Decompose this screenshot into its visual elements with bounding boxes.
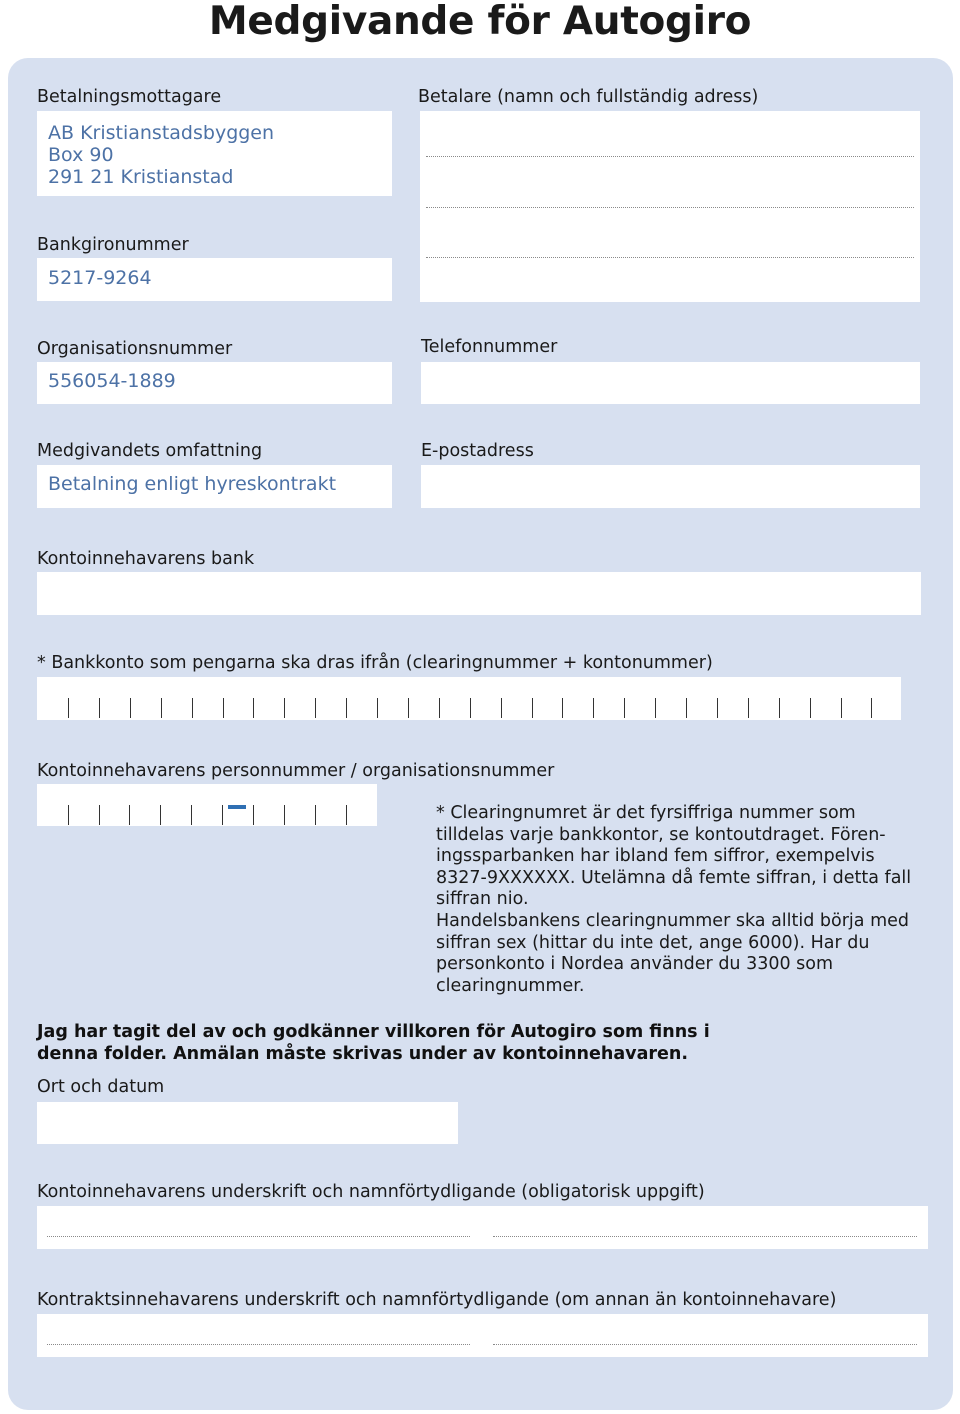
account-digit-divider	[532, 698, 533, 718]
account-digit-divider	[501, 698, 502, 718]
personal-number-label: Kontoinnehavarens personnummer / organisationsnummer	[37, 761, 555, 781]
org-number-box	[37, 362, 392, 404]
account-label: * Bankkonto som pengarna ska dras ifrån (clearingnummer + kontonummer)	[37, 653, 713, 673]
payee-line-2: Box 90	[48, 144, 114, 166]
personal-number-digit-divider	[222, 805, 223, 825]
phone-field[interactable]	[421, 362, 920, 404]
bankgiro-box	[37, 258, 392, 301]
contract-signature-field[interactable]	[37, 1314, 928, 1357]
phone-label: Telefonnummer	[421, 337, 558, 357]
email-field[interactable]	[421, 465, 920, 508]
account-digit-divider	[717, 698, 718, 718]
holder-signature-field[interactable]	[37, 1206, 928, 1249]
personal-number-digit-divider	[68, 805, 69, 825]
contract-signature-label: Kontraktsinnehavarens underskrift och namnförtydligande (om annan än kontoinnehavare)	[37, 1290, 837, 1310]
account-digit-divider	[686, 698, 687, 718]
clearing-note-p1: * Clearingnumret är det fyrsiffriga nummer som tilldelas varje bankkontor, se kontoutdraget. Fören-ingssparbanken har ibland fem siffror, exempelvis 8327-9XXXXXX. Utelämna då femte siffran, i detta fall siffran nio.	[436, 803, 912, 910]
holder-signature-line	[47, 1236, 470, 1237]
account-digit-divider	[377, 698, 378, 718]
account-digit-divider	[439, 698, 440, 718]
account-number-field[interactable]	[37, 677, 901, 720]
account-digit-divider	[841, 698, 842, 718]
payee-line-3: 291 21 Kristianstad	[48, 166, 234, 188]
payee-line-1: AB Kristianstadsbyggen	[48, 122, 275, 144]
org-number-value: 556054-1889	[48, 370, 176, 392]
personal-number-digit-divider	[160, 805, 161, 825]
account-digit-divider	[130, 698, 131, 718]
payer-address-field[interactable]	[420, 111, 920, 302]
org-number-label: Organisationsnummer	[37, 339, 233, 359]
form-title: Medgivande för Autogiro	[208, 0, 752, 44]
account-digit-divider	[192, 698, 193, 718]
account-digit-divider	[655, 698, 656, 718]
personal-number-digit-divider	[191, 805, 192, 825]
payee-label: Betalningsmottagare	[37, 87, 222, 107]
place-date-field[interactable]	[37, 1102, 458, 1144]
payer-label: Betalare (namn och fullständig adress)	[418, 87, 759, 107]
account-digit-divider	[99, 698, 100, 718]
scope-box	[37, 465, 392, 508]
account-digit-divider	[346, 698, 347, 718]
clearing-note	[436, 803, 916, 997]
holder-bank-label: Kontoinnehavarens bank	[37, 549, 255, 569]
account-digit-divider	[810, 698, 811, 718]
scope-label: Medgivandets omfattning	[37, 441, 263, 461]
personal-number-digit-divider	[315, 805, 316, 825]
place-date-label: Ort och datum	[37, 1077, 165, 1097]
personal-number-digit-divider	[99, 805, 100, 825]
clearing-note-p2: Handelsbankens clearingnummer ska alltid börja med siffran sex (hittar du inte det, ange 6000). Har du personkonto i Nordea använder du 3300 som clearingnummer.	[436, 910, 909, 996]
account-digit-divider	[748, 698, 749, 718]
agreement-text: Jag har tagit del av och godkänner villkoren för Autogiro som finns i denna folder. Anmälan måste skrivas under av kontoinnehavaren.	[37, 1022, 710, 1064]
payer-line-1	[426, 156, 914, 157]
personal-number-digit-divider	[284, 805, 285, 825]
payer-line-3	[426, 257, 914, 258]
payee-box	[37, 111, 392, 196]
email-label: E-postadress	[421, 441, 534, 461]
personal-number-field[interactable]	[37, 784, 377, 826]
payer-line-2	[426, 207, 914, 208]
account-digit-divider	[562, 698, 563, 718]
contract-signature-line	[47, 1344, 470, 1345]
account-digit-divider	[779, 698, 780, 718]
personal-number-digit-divider	[346, 805, 347, 825]
bankgiro-value: 5217-9264	[48, 267, 152, 289]
contract-name-line	[493, 1344, 917, 1345]
account-digit-divider	[871, 698, 872, 718]
account-digit-divider	[284, 698, 285, 718]
account-digit-divider	[624, 698, 625, 718]
account-digit-divider	[161, 698, 162, 718]
personal-number-dash	[228, 805, 246, 809]
personal-number-digit-divider	[253, 805, 254, 825]
account-digit-divider	[223, 698, 224, 718]
account-digit-divider	[68, 698, 69, 718]
account-digit-divider	[253, 698, 254, 718]
holder-name-line	[493, 1236, 917, 1237]
holder-bank-field[interactable]	[37, 572, 921, 615]
account-digit-divider	[408, 698, 409, 718]
bankgiro-label: Bankgironummer	[37, 235, 189, 255]
holder-signature-label: Kontoinnehavarens underskrift och namnförtydligande (obligatorisk uppgift)	[37, 1182, 705, 1202]
account-digit-divider	[315, 698, 316, 718]
account-digit-divider	[470, 698, 471, 718]
scope-value: Betalning enligt hyreskontrakt	[48, 473, 337, 495]
account-digit-divider	[593, 698, 594, 718]
personal-number-digit-divider	[129, 805, 130, 825]
